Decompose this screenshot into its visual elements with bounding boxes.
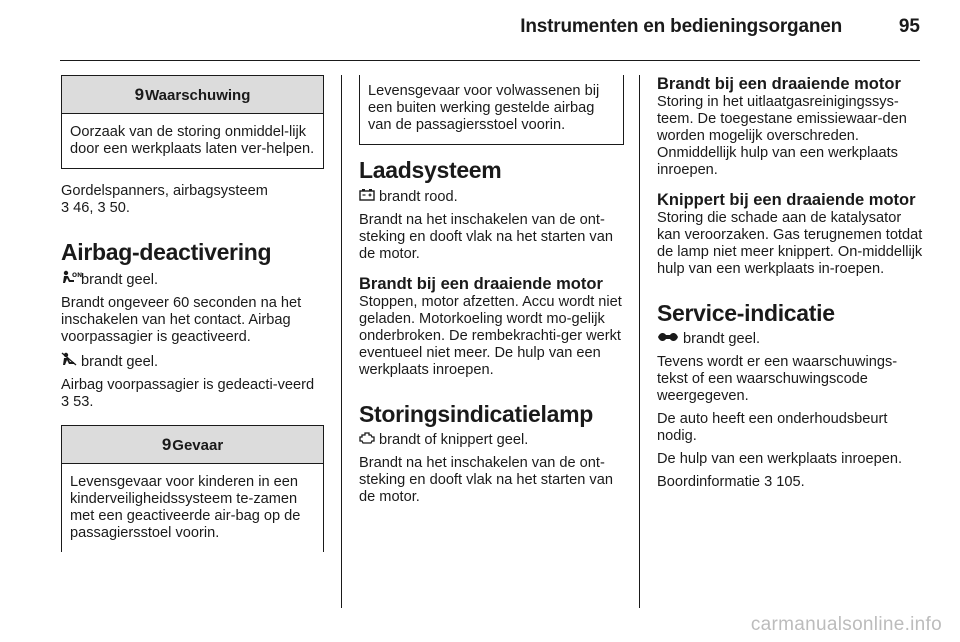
header-rule — [60, 60, 920, 61]
airbag-off-icon — [61, 354, 77, 370]
warning-box-body: Oorzaak van de storing onmiddel-lijk door een werkplaats laten ver-helpen. — [70, 124, 315, 157]
section-heading-malfunction: Storingsindicatielamp — [359, 401, 593, 427]
malfunction-para-1: Brandt na het inschakelen van de ont-steking en dooft vlak na het starten van de motor. — [359, 455, 613, 505]
section-heading-airbag: Airbag-deactivering — [61, 239, 272, 265]
service-para-4: Boordinformatie 3 105. — [657, 474, 805, 490]
malfunction-para-3: Storing die schade aan de katalysator kan veroorzaken. Gas terugnemen totdat de lamp niet meer knippert. On-middellijk hulp van een werkplaats in-roepen. — [657, 210, 923, 277]
malfunction-para-2: Storing in het uitlaatgasreinigingssys-teem. De toegestane emissiewaar-den worden mogelijk overschreden. Onmiddellijk hulp van een werkplaats inroepen. — [657, 94, 907, 178]
airbag-para-1: Brandt ongeveer 60 seconden na het inschakelen van het contact. Airbag voorpassagier is geactiveerd. — [61, 295, 302, 345]
column-2 — [359, 75, 624, 512]
see-also-text: Gordelspanners, airbagsysteem — [61, 183, 268, 199]
service-label: brandt geel. — [683, 331, 761, 347]
section-heading-charging: Laadsysteem — [359, 157, 502, 183]
column-divider-2 — [639, 75, 640, 608]
section-heading-service: Service-indicatie — [657, 300, 835, 326]
column-3 — [657, 75, 923, 497]
airbag-on-label: brandt geel. — [81, 272, 159, 288]
service-para-1: Tevens wordt er een waarschuwings-tekst of een waarschuwingscode weergegeven. — [657, 354, 898, 404]
charging-para-2: Stoppen, motor afzetten. Accu wordt niet geladen. Motorkoeling wordt mo-gelijk onderbroken. De rembekrachti-ger werkt eventueel niet meer. De hulp van een werkplaats inroepen. — [359, 294, 622, 378]
danger-symbol: 9 — [161, 435, 172, 454]
column-1 — [61, 75, 324, 552]
column-divider-1 — [341, 75, 342, 608]
warning-box — [61, 75, 324, 169]
airbag-off-label: brandt geel. — [81, 354, 159, 370]
page-header-title: Instrumenten en bedieningsorganen — [520, 16, 842, 37]
subheading-running-engine-1: Brandt bij een draaiende motor — [359, 275, 603, 293]
engine-check-icon — [359, 432, 375, 448]
charging-para-1: Brandt na het inschakelen van de ont-steking en dooft vlak na het starten van de motor. — [359, 212, 613, 262]
danger-box-header — [62, 426, 323, 464]
subheading-running-engine-2: Brandt bij een draaiende motor — [657, 75, 901, 93]
airbag-passenger-icon — [61, 272, 83, 288]
warning-box-header — [62, 76, 323, 114]
watermark: carmanualsonline.info — [750, 614, 942, 635]
danger-box-title: Gevaar — [172, 437, 224, 454]
warning-symbol: 9 — [134, 85, 145, 104]
page-number: 95 — [898, 16, 920, 37]
svg-text:ON: ON — [72, 272, 83, 279]
danger-box-continued-body: Levensgevaar voor volwassenen bij een buiten werking gestelde airbag van de passagiersstoel voorin. — [368, 83, 600, 133]
danger-box-continued — [359, 75, 624, 145]
engine-label: brandt of knippert geel. — [379, 432, 529, 448]
danger-box-body: Levensgevaar voor kinderen in een kinderveiligheidssysteem te-zamen met een geactiveerde air-bag op de passagiersstoel voorin. — [70, 474, 301, 541]
danger-box — [61, 425, 324, 552]
see-also-refs: 3 46, 3 50. — [61, 200, 130, 216]
battery-label: brandt rood. — [379, 189, 458, 205]
subheading-flashing-engine: Knippert bij een draaiende motor — [657, 191, 916, 209]
service-para-2: De auto heeft een onderhoudsbeurt nodig. — [657, 411, 888, 444]
airbag-para-2: Airbag voorpassagier is gedeacti-veerd 3 53. — [61, 377, 315, 410]
battery-icon — [359, 189, 375, 205]
warning-box-title: Waarschuwing — [145, 87, 251, 104]
service-para-3: De hulp van een werkplaats inroepen. — [657, 451, 903, 467]
service-wrench-icon — [657, 331, 679, 347]
